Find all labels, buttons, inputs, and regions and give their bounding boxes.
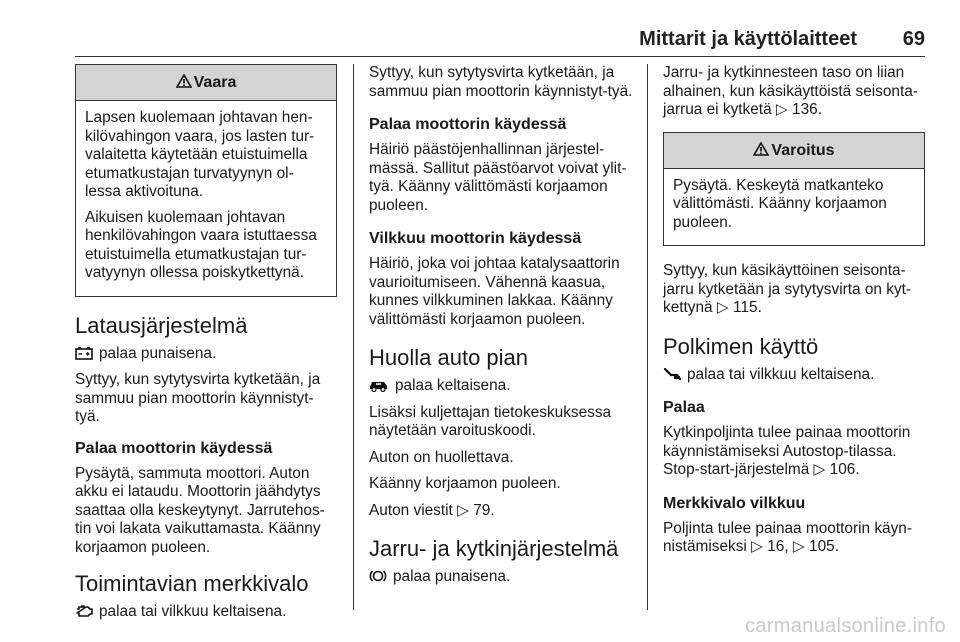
- page-header: [75, 28, 925, 57]
- pedal-press-text: Poljinta tulee painaa moottorin käyn‐nistämiseksi ▷ 16, ▷ 105.: [663, 519, 912, 555]
- danger-text-1: Lapsen kuolemaan johtavan hen‐kilövahingon vaara, jos lasten tur‐valaitetta käytetään etuistuimella etumatkustajan turvatyynyn ol‐lessa aktivoituna.: [85, 109, 315, 200]
- caution-text: Pysäytä. Keskeytä matkanteko välittömästi. Käänny korjaamon puoleen.: [673, 176, 887, 231]
- reference-arrow-icon: ▷: [751, 538, 763, 555]
- pedal-icon: [663, 367, 681, 381]
- caution-warning-box: [663, 132, 925, 247]
- brake-system-heading: Jarru- ja kytkinjärjestelmä: [369, 536, 619, 561]
- caution-box-title: Varoitus: [771, 141, 835, 159]
- danger-box-title: Vaara: [193, 74, 237, 91]
- charging-text: Syttyy, kun sytytysvirta kytketään, ja sammuu pian moottorin käynnistyt‐tyä.: [75, 371, 321, 425]
- flashing-indicator-heading: Merkkivalo vilkkuu: [663, 494, 806, 512]
- warning-triangle-icon: [753, 142, 769, 156]
- brake-fluid-text: Jarru- ja kytkinnesteen taso on liian alhainen, kun käsikäyttöistä seisonta‐jarrua ei kytketä ▷ 136.: [663, 64, 918, 118]
- warning-triangle-icon: [176, 74, 192, 88]
- reference-arrow-icon: ▷: [813, 461, 826, 478]
- engine-running-text: Pysäytä, sammuta moottori. Auton akku ei lataudu. Moottorin jäähdytys saattaa olla keskeytynyt. Jarrutehos‐tin voi lakata vaikuttamasta. Käänny korjaamon puoleen.: [75, 464, 325, 556]
- page-reference[interactable]: 136.: [792, 101, 823, 118]
- page-reference[interactable]: 105.: [809, 538, 839, 555]
- malfunction-heading: Toimintavian merkkivalo: [75, 571, 309, 596]
- reference-arrow-icon: ▷: [716, 299, 729, 316]
- brake-indicator-line: palaa punaisena.: [369, 568, 635, 587]
- engine-running-heading: Palaa moottorin käydessä: [75, 439, 273, 457]
- reference-arrow-icon: ▷: [457, 501, 469, 519]
- ignition-text: Syttyy, kun sytytysvirta kytketään, ja sammuu pian moottorin käynnistyt‐tyä.: [369, 64, 633, 100]
- caution-box-header: [664, 133, 924, 169]
- service-text-1: Lisäksi kuljettajan tietokeskuksessa näytetään varoituskoodi.: [369, 403, 612, 439]
- parking-brake-text: Syttyy, kun käsikäyttöinen seisonta‐jarru kytketään ja sytytysvirta on kyt‐kettynä ▷ 115.: [663, 262, 912, 316]
- reference-arrow-icon: ▷: [775, 101, 788, 118]
- page-reference[interactable]: 16,: [767, 538, 793, 555]
- column-divider: [353, 64, 354, 610]
- service-indicator-line: palaa keltaisena.: [369, 377, 635, 396]
- clutch-text: Kytkinpoljinta tulee painaa moottorin käynnistämiseksi Autostop-tilassa. Stop-start-järjestelmä ▷ 106.: [663, 424, 911, 478]
- column-2: [369, 64, 635, 595]
- emission-fault-text: Häiriö päästöjenhallinnan järjestel‐mässä. Sallitut päästöarvot voivat ylit‐tyä. Käänny välittömästi korjaamon puoleen.: [369, 141, 627, 214]
- charging-indicator-line: palaa punaisena.: [75, 345, 337, 364]
- page-title: Mittarit ja käyttölaitteet: [639, 28, 857, 50]
- malfunction-indicator-line: palaa tai vilkkuu keltaisena.: [75, 603, 337, 622]
- page-reference[interactable]: 115.: [733, 299, 762, 316]
- pedal-indicator-line: palaa tai vilkkuu keltaisena.: [663, 366, 925, 385]
- engine-running-heading-2: Palaa moottorin käydessä: [369, 116, 567, 133]
- danger-warning-box: [75, 64, 337, 297]
- service-text-2: Auton on huollettava.: [369, 448, 514, 466]
- column-3: [663, 64, 925, 565]
- danger-text-2: Aikuisen kuolemaan johtavan henkilövahingon vaara istuttaessa etuistuimella etumatkustajan tur‐vatyynyn ollessa poiskytkettynä.: [85, 208, 317, 281]
- service-text-3: Käänny korjaamon puoleen.: [369, 475, 561, 492]
- column-1: [75, 64, 337, 630]
- page-reference[interactable]: 106.: [829, 461, 860, 478]
- pedal-heading: Polkimen käyttö: [663, 333, 819, 359]
- flashing-heading: Vilkkuu moottorin käydessä: [369, 230, 582, 247]
- page-number: 69: [902, 28, 925, 50]
- engine-icon: [75, 604, 93, 618]
- charging-system-heading: Latausjärjestelmä: [75, 312, 248, 338]
- column-divider: [647, 64, 648, 610]
- danger-box-header: [76, 65, 336, 101]
- caution-box-body: [664, 169, 924, 246]
- danger-box-body: [76, 101, 336, 296]
- page-reference[interactable]: 79.: [473, 501, 495, 519]
- service-text-4: Auton viestit ▷ 79.: [369, 501, 495, 519]
- battery-icon: [75, 346, 93, 360]
- watermark: carmanualsonline.info: [745, 615, 946, 637]
- lit-heading: Palaa: [663, 399, 705, 416]
- reference-arrow-icon: ▷: [792, 538, 805, 555]
- service-heading: Huolla auto pian: [369, 345, 529, 370]
- brake-icon: [369, 569, 387, 583]
- catalyst-fault-text: Häiriö, joka voi johtaa katalysaattorin vaurioitumiseen. Vähennä kaasua, kunnes vilkkuminen lakkaa. Käänny välittömästi korjaamon puoleen.: [369, 255, 620, 328]
- car-wrench-icon: [369, 378, 389, 392]
